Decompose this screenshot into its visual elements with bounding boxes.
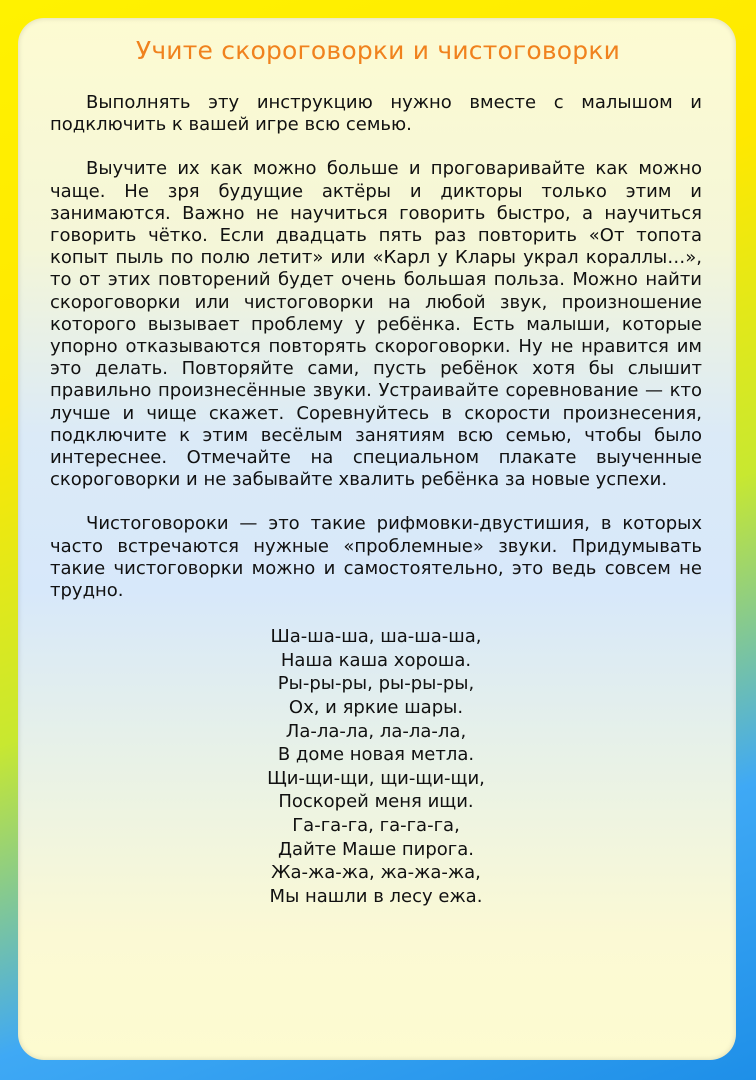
rhyme-line: Поскорей меня ищи.: [278, 791, 474, 813]
article-body: [50, 92, 702, 908]
rhyme-line: Га-га-га, га-га-га,: [292, 815, 460, 837]
rhyme-line: Ла-ла-ла, ла-ла-ла,: [285, 720, 467, 742]
rhyme-line: Ох, и яркие шары.: [288, 697, 464, 719]
page-title: Учите скороговорки и чистоговорки: [135, 36, 621, 65]
rhymes-list: [50, 625, 702, 908]
rhyme-line: Щи-щи-щи, щи-щи-щи,: [267, 767, 485, 789]
rhyme-line: В доме новая метла.: [277, 744, 475, 766]
rhyme-line: Мы нашли в лесу ежа.: [269, 885, 483, 907]
rhyme-line: Наша каша хороша.: [280, 649, 472, 671]
paragraph-chistogovorki: Чистоговороки — это такие рифмовки-двустишия, в которых часто встречаются нужные «проблемные» звуки. Придумывать такие чистоговорки можно и самостоятельно, это ведь совсем не трудно.: [50, 513, 702, 602]
rhyme-line: Ша-ша-ша, ша-ша-ша,: [270, 626, 482, 648]
rhyme-line: Дайте Маше пирога.: [277, 838, 474, 860]
rhyme-line: Жа-жа-жа, жа-жа-жа,: [271, 862, 481, 884]
rhyme-line: Ры-ры-ры, ры-ры-ры,: [277, 673, 475, 695]
paragraph-instruction: Выполнять эту инструкцию нужно вместе с малышом и подключить к вашей игре всю семью.: [50, 92, 702, 136]
paragraph-tongue-twisters: Выучите их как можно больше и проговаривайте как можно чаще. Не зря будущие актёры и дикторы только этим и занимаются. Важно не научиться говорить быстро, а научиться говорить чётко. Если двадцать пять раз повторить «От топота копыт пыль по полю летит» или «Карл у Клары украл кораллы…», то от этих повторений будет очень большая польза. Можно найти скороговорки или чистоговорки на любой звук, произношение которого вызывает проблему у ребёнка. Есть малыши, которые упорно отказываются повторять скороговорки. Ну не нравится им это делать. Повторяйте сами, пусть ребёнок хотя бы слышит правильно произнесённые звуки. Устраивайте соревнование — кто лучше и чище скажет. Соревнуйтесь в скорости произнесения, подключите к этим весёлым занятиям всю семью, чтобы было интереснее. Отмечайте на специальном плакате выученные скороговорки и не забывайте хвалить ребёнка за новые успехи.: [50, 158, 702, 491]
